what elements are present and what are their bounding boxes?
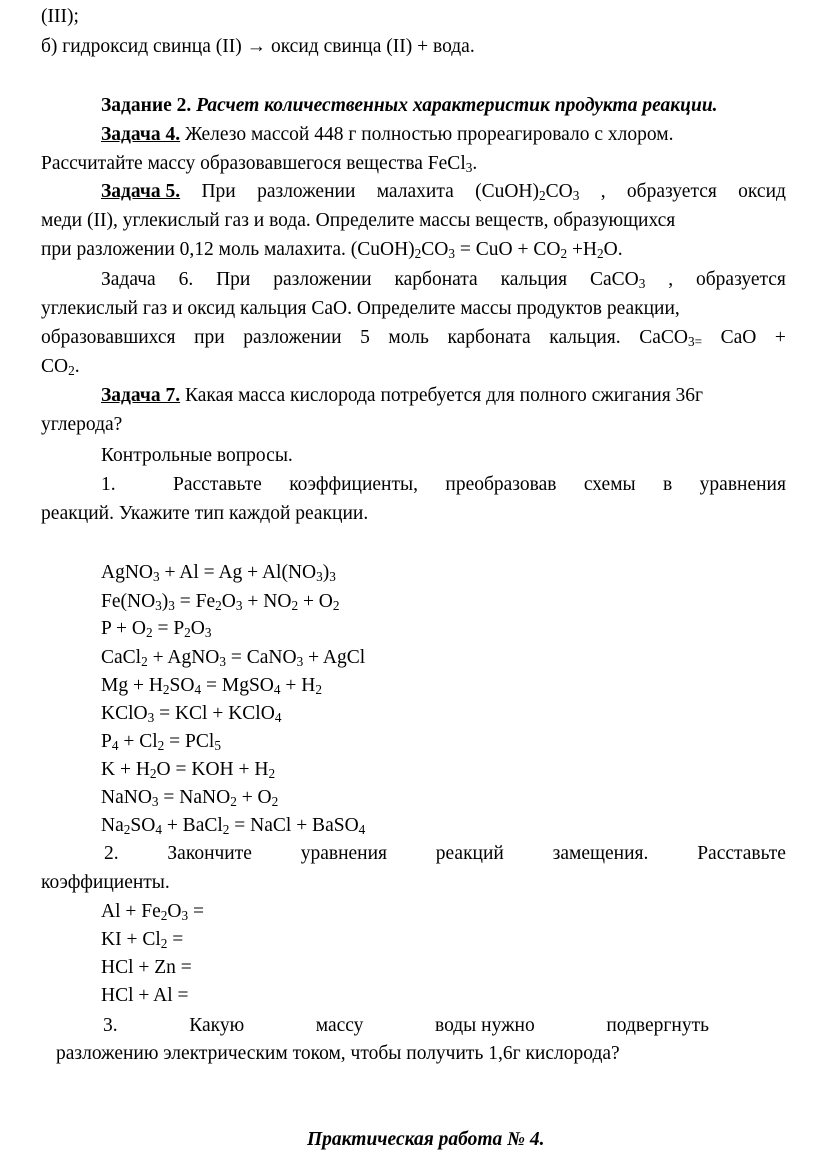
q3-word: подвергнуть (606, 1015, 709, 1036)
z7-text-1: Какая масса кислорода потребуется для полного сжигания 36г (185, 385, 704, 406)
z6-word: моль (388, 327, 429, 348)
q1-word: Расставьте (173, 474, 262, 495)
z6-line-2: углекислый газ и оксид кальция CaO. Определите массы продуктов реакции, (41, 298, 680, 319)
z4-text-1: Железо массой 448 г полностью прореагировало с хлором. (185, 124, 674, 145)
z6-word: карбоната (394, 269, 478, 290)
q1-line-1 (101, 475, 786, 495)
q2-number: 2. (104, 843, 119, 864)
z6-line-1 (101, 270, 786, 290)
q2-word: реакций (435, 843, 504, 864)
footer-title: Практическая работа № 4. (307, 1129, 545, 1150)
q2-word: Закончите (167, 843, 252, 864)
q1-number: 1. (101, 474, 116, 495)
z5-word: оксид (738, 181, 786, 202)
q1-word: уравнения (699, 474, 786, 495)
task2-heading (101, 96, 718, 116)
z6-word: 5 (360, 327, 370, 348)
z5-line-1 (101, 182, 786, 202)
z6-line-4: $CO_2$. (41, 356, 80, 378)
q1-word: преобразовав (445, 474, 557, 495)
task2-label: Задание 2. (101, 95, 192, 116)
q3-line-2: разложению электрическим током, чтобы получить 1,6г кислорода? (56, 1043, 620, 1064)
z5-label: Задача 5. (101, 181, 181, 202)
z5-line-3: при разложении 0,12 моль малахита. $(CuOH)_2CO_3$ = CuO + $CO_2 +H_2O$. (41, 239, 623, 261)
z7-label: Задача 7. (101, 385, 181, 406)
z5-word: $(CuOH)_2CO_3$ (475, 181, 580, 203)
equation: $Mg + H_2SO_4$ = MgSO$_4$ + $H_2$ (101, 675, 322, 697)
equation: $Na_2SO_4$ + BaCl$_2$ = NaCl + BaSO$_4$ (101, 815, 366, 837)
equation: AgNO$_3$ + $Al = Ag + Al(NO_3)_3$ (101, 562, 336, 584)
z6-line-3 (41, 328, 786, 348)
q2-item: KI + $Cl_2$ = (101, 929, 184, 951)
z6-word: карбоната (447, 327, 531, 348)
z5-word: При (201, 181, 236, 202)
z5-word: образуется (626, 181, 717, 202)
equation: $P_4 + Cl_2 = PCl_5$ (101, 731, 221, 753)
q3-word: воды нужно (435, 1015, 535, 1036)
z5-word: , (600, 181, 606, 202)
q1-word: коэффициенты, (289, 474, 418, 495)
control-title: Контрольные вопросы. (101, 445, 293, 466)
z6-word: + (774, 327, 786, 348)
q2-item: HCl + Zn = (101, 957, 192, 978)
q3-word: массу (315, 1015, 364, 1036)
equation: CaCl$_2$ + AgNO$_3$ = CaNO$_3$ + AgCl (101, 647, 366, 669)
z4-line-2: Рассчитайте массу образовавшегося вещества FeCl$_3$. (41, 153, 478, 175)
z4-label: Задача 4. (101, 124, 181, 145)
intro-line-1: (III); (41, 6, 79, 27)
q3-line-1 (103, 1016, 709, 1036)
z6-word: разложении (243, 327, 342, 348)
equation: KClO$_3$ = KCl + KClO$_4$ (101, 703, 282, 725)
z6-word: кальция. (549, 327, 621, 348)
q3-word: Какую (189, 1015, 245, 1036)
z6-word: , (668, 269, 674, 290)
z7-line-2: углерода? (41, 414, 123, 435)
equation: NaNO$_3$ = NaNO$_2$ + $O_2$ (101, 787, 279, 809)
z7-line-1 (101, 386, 703, 406)
z5-word: малахита (376, 181, 454, 202)
q2-item: $Al + Fe_2O_3$ = (101, 901, 204, 923)
z6-word: При (216, 269, 251, 290)
intro-line-2: б) гидроксид свинца (II) → оксид свинца (II) + вода. (41, 36, 475, 57)
q1-word: схемы (583, 474, 636, 495)
q1-line-2: реакций. Укажите тип каждой реакции. (41, 503, 369, 524)
z6-word: при (194, 327, 225, 348)
z6-word: CaCO$_{3=}$ (639, 327, 703, 349)
q2-line-2: коэффициенты. (41, 872, 170, 893)
z6-word: Задача (101, 269, 156, 290)
z5-word: разложении (257, 181, 356, 202)
q2-word: уравнения (300, 843, 387, 864)
z6-word: образовавшихся (41, 327, 176, 348)
z6-word: образуется (696, 269, 786, 290)
z5-line-2: меди (II), углекислый газ и вода. Определите массы веществ, образующихся (41, 210, 676, 231)
z6-word: CaCO$_3$ (589, 269, 646, 291)
equation: $P + O_2 = P_2O_3$ (101, 618, 212, 640)
q2-word: замещения. (552, 843, 649, 864)
q1-word: в (663, 474, 673, 495)
q3-number: 3. (103, 1015, 118, 1036)
q2-line-1 (104, 844, 786, 864)
equation: $K + H_2O$ = KOH + $H_2$ (101, 759, 276, 781)
q2-word: Расставьте (697, 843, 786, 864)
z6-word: кальция (500, 269, 568, 290)
z4-line-1 (101, 125, 673, 145)
z6-word: CaO (720, 327, 757, 348)
equation: $Fe(NO_3)_3 = Fe_2O_3 + NO_2 + O_2$ (101, 591, 340, 613)
task2-title: Расчет количественных характеристик продукта реакции. (196, 95, 718, 116)
z6-word: 6. (178, 269, 194, 290)
z6-word: разложении (273, 269, 372, 290)
q2-item: HCl + Al = (101, 985, 189, 1006)
